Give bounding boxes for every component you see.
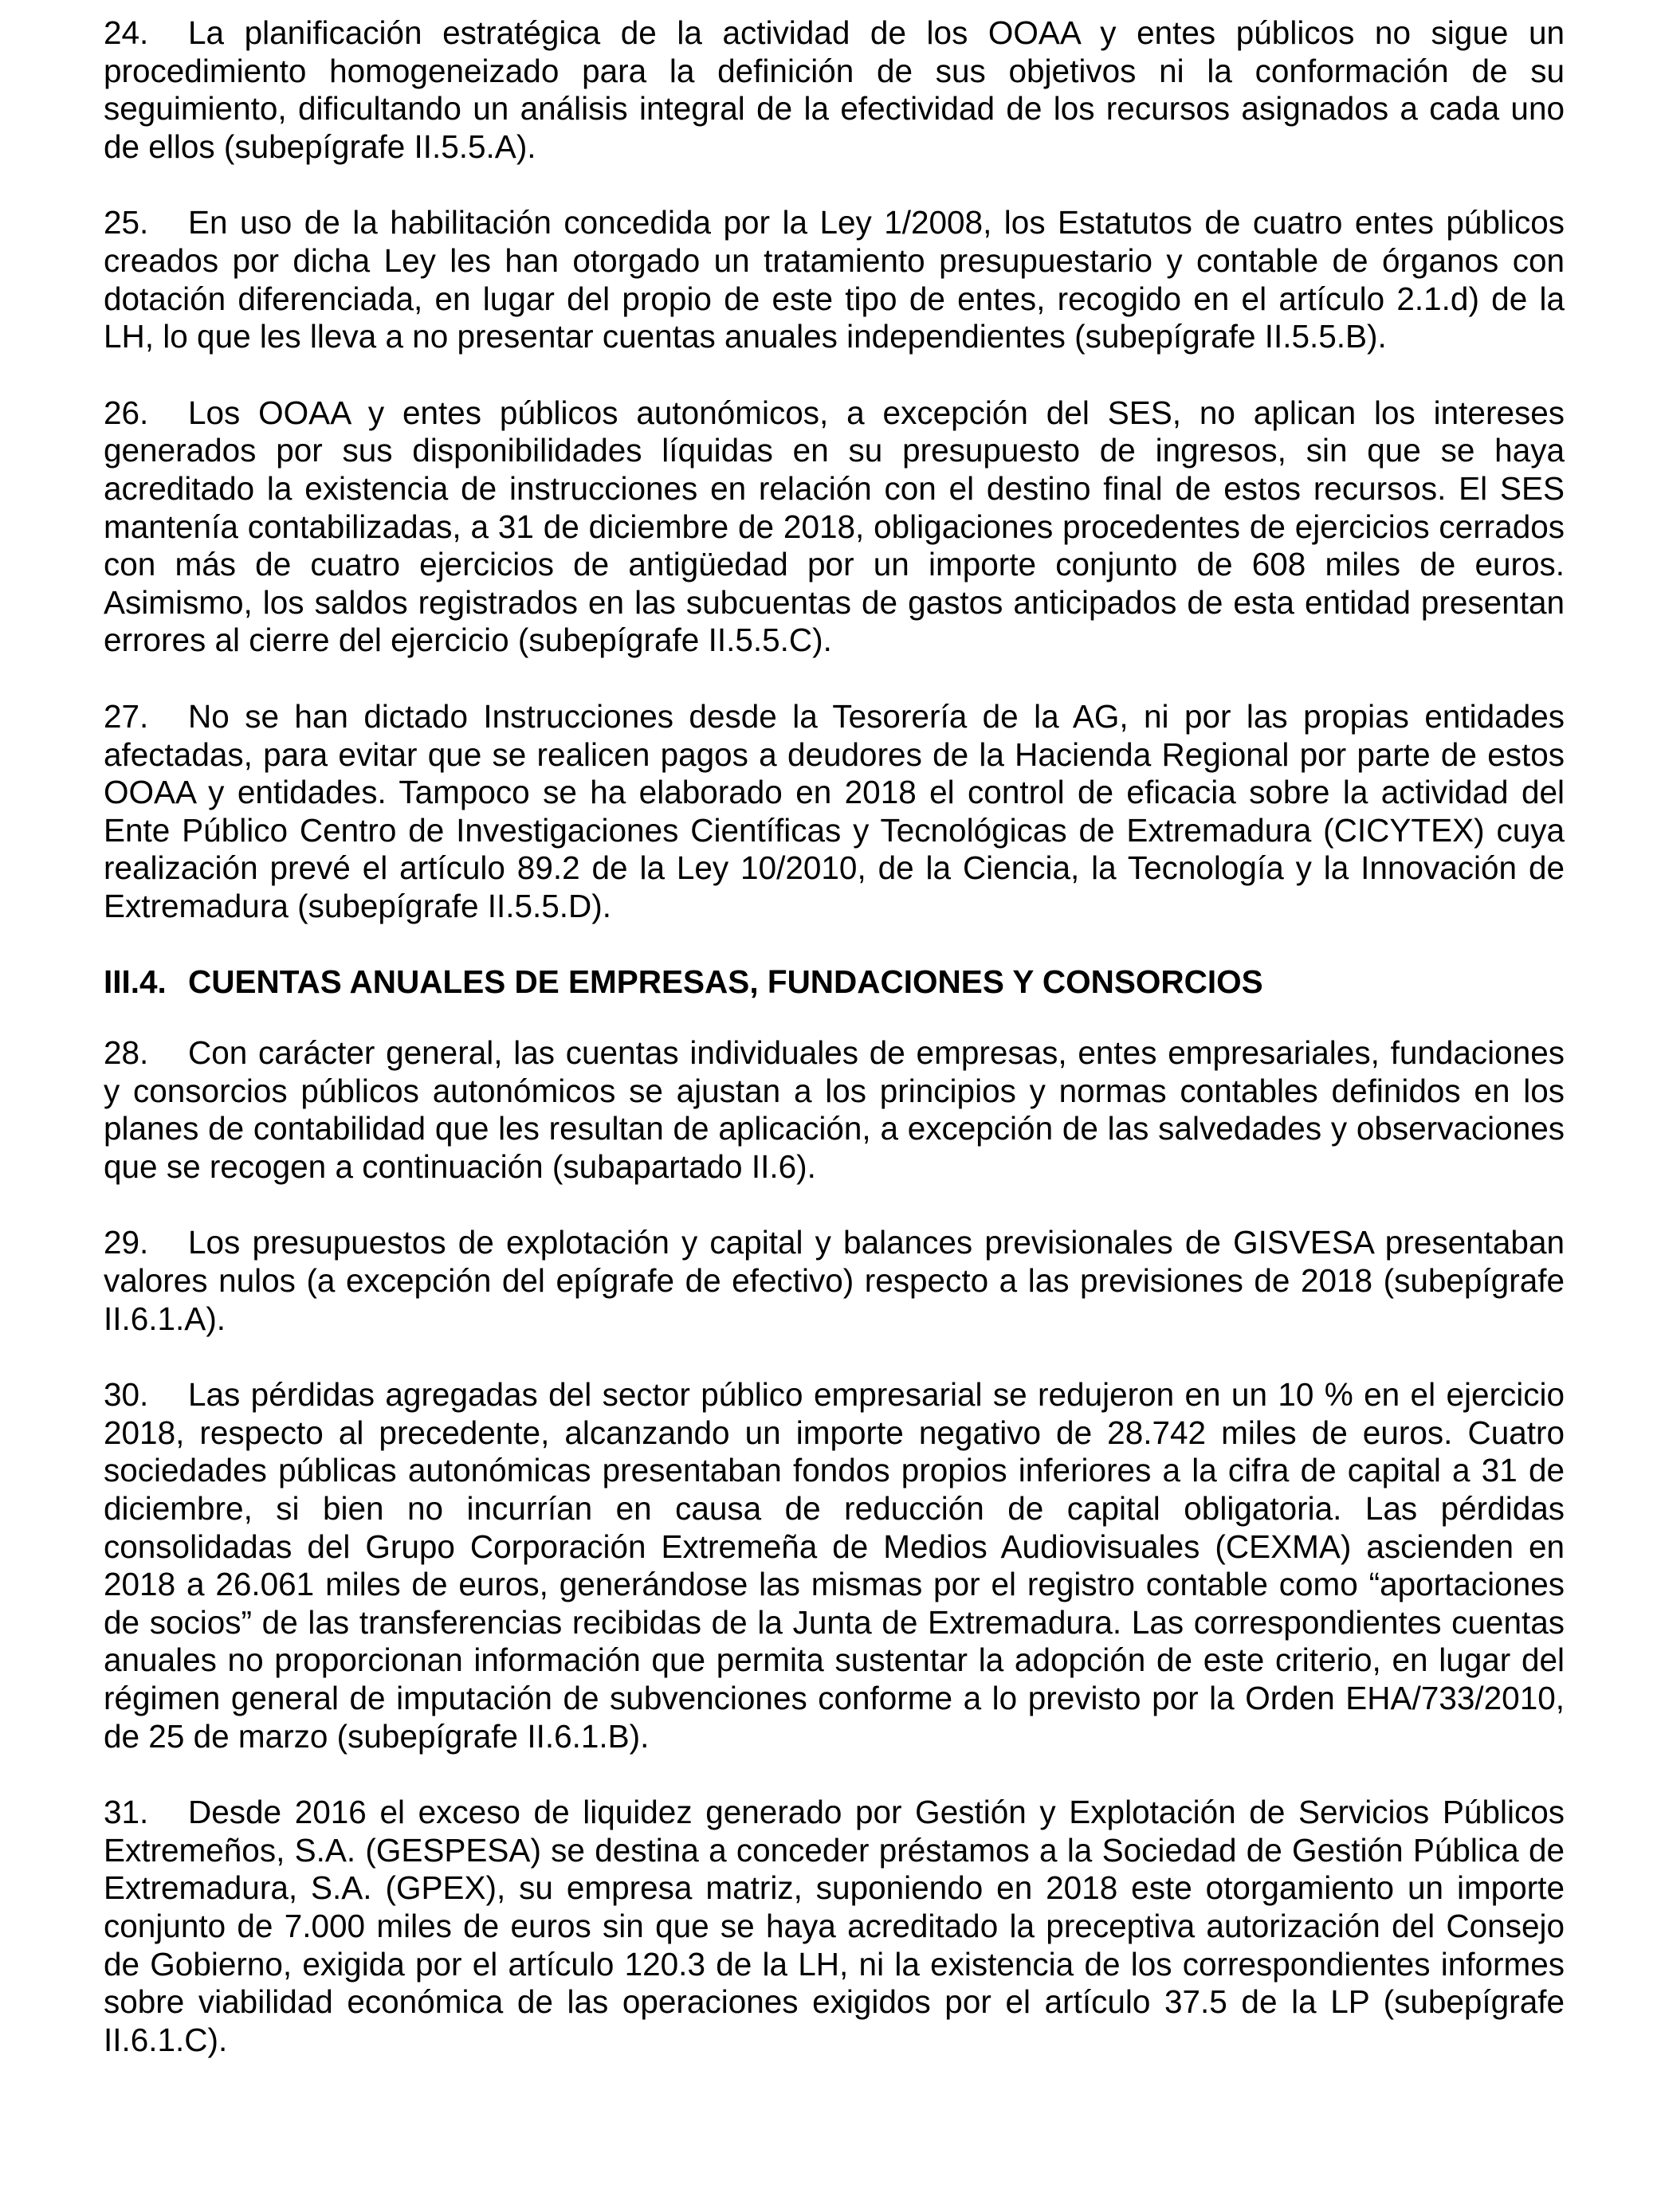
- paragraph-24: [104, 14, 1565, 166]
- paragraph-31: [104, 1794, 1565, 2059]
- paragraph-27: [104, 698, 1565, 926]
- paragraph-30: [104, 1376, 1565, 1755]
- paragraph-text: Los presupuestos de explotación y capital y balances previsionales de GISVESA presentaban valores nulos (a excepción del epígrafe de efectivo) respecto a las previsiones de 2018 (subepígrafe II.6.1.A).: [104, 1224, 1565, 1337]
- paragraph-number: 31.: [104, 1794, 149, 1831]
- paragraph-number: 27.: [104, 697, 149, 735]
- paragraph-text: Con carácter general, las cuentas individuales de empresas, entes empresariales, fundaciones y consorcios públicos autonómicos se ajustan a los principios y normas contables definidos en los planes de contabilidad que les resultan de aplicación, a excepción de las salvedades y observaciones que se recogen a continuación (subapartado II.6).: [104, 1034, 1565, 1185]
- section-number: III.4.: [104, 963, 167, 1001]
- paragraph-number: 26.: [104, 394, 149, 431]
- paragraph-number: 24.: [104, 14, 149, 51]
- paragraph-text: No se han dictado Instrucciones desde la Tesorería de la AG, ni por las propias entidades afectadas, para evitar que se realicen pagos a deudores de la Hacienda Regional por parte de estos OOAA y entidades. Tampoco se ha elaborado en 2018 el control de eficacia sobre la actividad del Ente Público Centro de Investigaciones Científicas y Tecnológicas de Extremadura (CICYTEX) cuya realización prevé el artículo 89.2 de la Ley 10/2010, de la Ciencia, la Tecnología y la Innovación de Extremadura (subepígrafe II.5.5.D).: [104, 697, 1565, 924]
- paragraph-28: [104, 1034, 1565, 1186]
- paragraph-number: 28.: [104, 1034, 149, 1072]
- paragraph-26: [104, 394, 1565, 660]
- paragraph-25: [104, 204, 1565, 355]
- paragraph-text: La planificación estratégica de la actividad de los OOAA y entes públicos no sigue un procedimiento homogeneizado para la definición de sus objetivos ni la conformación de su seguimiento, dificultando un análisis integral de la efectividad de los recursos asignados a cada uno de ellos (subepígrafe II.5.5.A).: [104, 14, 1565, 165]
- paragraph-text: Desde 2016 el exceso de liquidez generado por Gestión y Explotación de Servicios Públicos Extremeños, S.A. (GESPESA) se destina a conceder préstamos a la Sociedad de Gestión Pública de Extremadura, S.A. (GPEX), su empresa matriz, suponiendo en 2018 este otorgamiento un importe conjunto de 7.000 miles de euros sin que se haya acreditado la preceptiva autorización del Consejo de Gobierno, exigida por el artículo 120.3 de la LH, ni la existencia de los correspondientes informes sobre viabilidad económica de las operaciones exigidos por el artículo 37.5 de la LP (subepígrafe II.6.1.C).: [104, 1794, 1565, 2058]
- paragraph-number: 30.: [104, 1376, 149, 1414]
- paragraph-number: 29.: [104, 1224, 149, 1261]
- section-title: CUENTAS ANUALES DE EMPRESAS, FUNDACIONES Y CONSORCIOS: [188, 963, 1263, 1001]
- paragraph-text: Las pérdidas agregadas del sector público empresarial se redujeron en un 10 % en el ejercicio 2018, respecto al precedente, alcanzando un importe negativo de 28.742 miles de euros. Cuatro sociedades públicas autonómicas presentaban fondos propios inferiores a la cifra de capital a 31 de diciembre, si bien no incurrían en causa de reducción de capital obligatoria. Las pérdidas consolidadas del Grupo Corporación Extremeña de Medios Audiovisuales (CEXMA) ascienden en 2018 a 26.061 miles de euros, generándose las mismas por el registro contable como “aportaciones de socios” de las transferencias recibidas de la Junta de Extremadura. Las correspondientes cuentas anuales no proporcionan información que permita sustentar la adopción de este criterio, en lugar del régimen general de imputación de subvenciones conforme a lo previsto por la Orden EHA/733/2010, de 25 de marzo (subepígrafe II.6.1.B).: [104, 1376, 1565, 1755]
- paragraph-text: Los OOAA y entes públicos autonómicos, a excepción del SES, no aplican los intereses generados por sus disponibilidades líquidas en su presupuesto de ingresos, sin que se haya acreditado la existencia de instrucciones en relación con el destino final de estos recursos. El SES mantenía contabilizadas, a 31 de diciembre de 2018, obligaciones procedentes de ejercicios cerrados con más de cuatro ejercicios de antigüedad por un importe conjunto de 608 miles de euros. Asimismo, los saldos registrados en las subcuentas de gastos anticipados de esta entidad presentan errores al cierre del ejercicio (subepígrafe II.5.5.C).: [104, 394, 1565, 659]
- section-heading: [104, 963, 1565, 1002]
- paragraph-29: [104, 1224, 1565, 1338]
- document-page: [104, 14, 1565, 2097]
- paragraph-number: 25.: [104, 204, 149, 241]
- paragraph-text: En uso de la habilitación concedida por la Ley 1/2008, los Estatutos de cuatro entes públicos creados por dicha Ley les han otorgado un tratamiento presupuestario y contable de órganos con dotación diferenciada, en lugar del propio de este tipo de entes, recogido en el artículo 2.1.d) de la LH, lo que les lleva a no presentar cuentas anuales independientes (subepígrafe II.5.5.B).: [104, 204, 1565, 355]
